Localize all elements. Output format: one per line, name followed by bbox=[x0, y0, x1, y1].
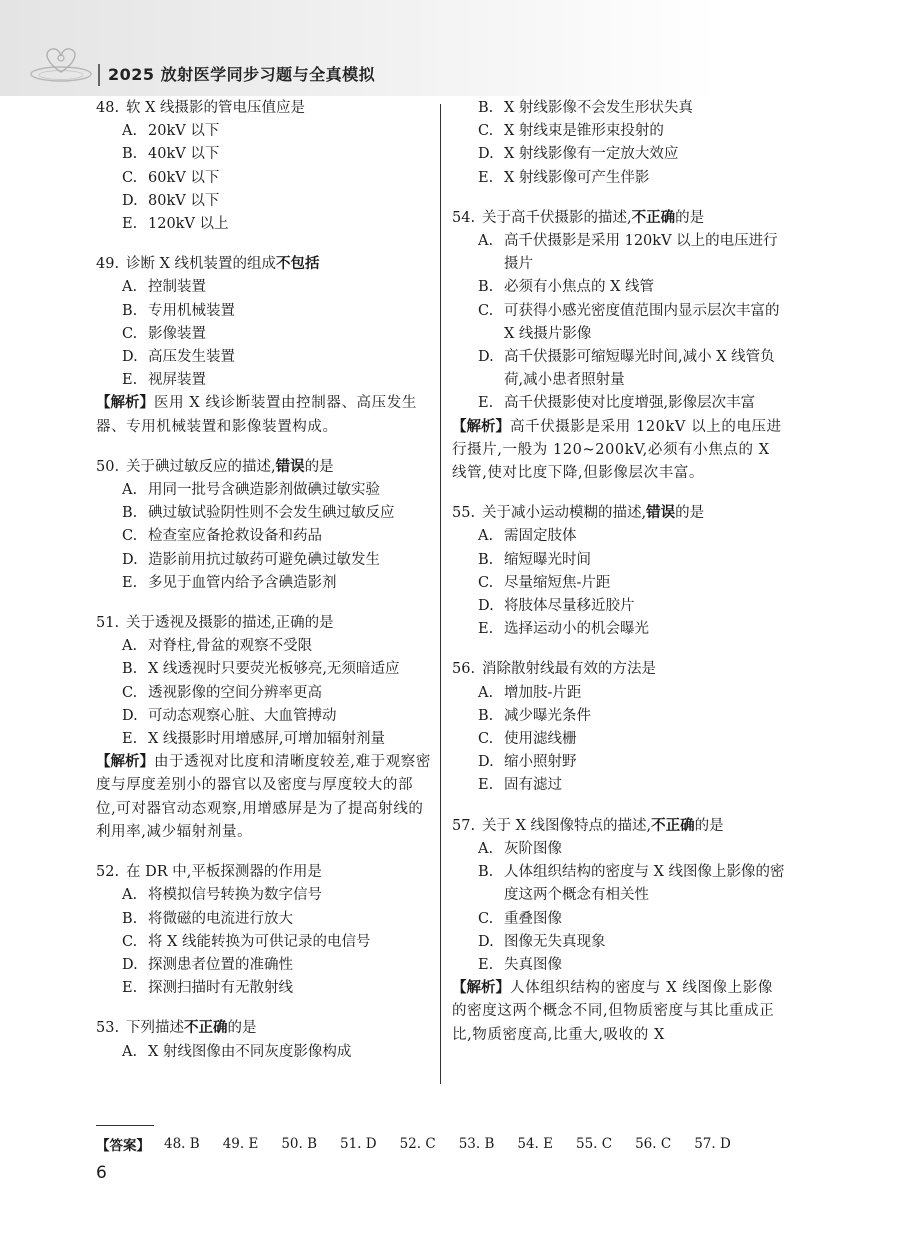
option-letter: E. bbox=[478, 621, 494, 638]
option-letter: D. bbox=[478, 146, 494, 163]
question-block bbox=[452, 815, 788, 1047]
question-text bbox=[126, 97, 432, 120]
option-text: 80kV 以下 bbox=[148, 192, 220, 209]
option-letter: E. bbox=[478, 956, 494, 973]
option-letter: E. bbox=[478, 395, 494, 412]
stem-emphasis: 不正确 bbox=[651, 817, 695, 834]
answer-key-item: 56. C bbox=[635, 1136, 672, 1152]
stem-text-main: 下列描述 bbox=[126, 1020, 184, 1037]
option-text: 碘过敏试验阴性则不会发生碘过敏反应 bbox=[148, 505, 395, 522]
option-text: 视屏装置 bbox=[148, 372, 206, 389]
answer-option bbox=[96, 120, 432, 143]
question-stem bbox=[452, 658, 788, 681]
stem-text-main: 关于透视及摄影的描述,正确的是 bbox=[126, 615, 334, 632]
option-letter: C. bbox=[478, 731, 494, 748]
question-stem bbox=[452, 207, 788, 230]
answer-key-item: 57. D bbox=[694, 1136, 731, 1152]
option-text: 重叠图像 bbox=[504, 910, 562, 927]
question-block bbox=[96, 456, 432, 595]
question-text bbox=[126, 1017, 432, 1040]
answer-option bbox=[452, 120, 788, 143]
answer-option bbox=[96, 549, 432, 572]
answer-key-item: 54. E bbox=[517, 1136, 553, 1152]
option-text: 失真图像 bbox=[504, 956, 562, 973]
option-letter: C. bbox=[122, 933, 138, 950]
answer-key-item: 53. B bbox=[458, 1136, 495, 1152]
question-number: 51. bbox=[96, 615, 120, 632]
answer-option bbox=[452, 300, 788, 346]
answer-option bbox=[96, 300, 432, 323]
stem-text-main: 关于碘过敏反应的描述, bbox=[126, 458, 276, 475]
question-block bbox=[96, 1017, 432, 1063]
answer-rule bbox=[96, 1125, 154, 1126]
option-letter: D. bbox=[478, 754, 494, 771]
column-divider bbox=[440, 104, 441, 1084]
analysis-paragraph bbox=[96, 392, 432, 438]
option-text: 缩小照射野 bbox=[504, 754, 577, 771]
option-text: X 射线影像不会发生形状失真 bbox=[504, 100, 693, 116]
option-text: X 射线图像由不同灰度影像构成 bbox=[148, 1043, 352, 1060]
stem-text-main: 软 X 线摄影的管电压值应是 bbox=[126, 100, 306, 116]
answer-option bbox=[452, 346, 788, 392]
page-number: 6 bbox=[96, 1163, 107, 1183]
stem-text-main: 关于高千伏摄影的描述, bbox=[482, 209, 632, 226]
answer-option bbox=[96, 682, 432, 705]
question-number: 53. bbox=[96, 1020, 120, 1037]
question-stem bbox=[96, 97, 432, 120]
analysis-text: 医用 X 线诊断装置由控制器、高压发生器、专用机械装置和影像装置构成。 bbox=[96, 395, 417, 435]
option-text: 控制装置 bbox=[148, 279, 206, 296]
option-letter: D. bbox=[478, 933, 494, 950]
answer-option bbox=[96, 954, 432, 977]
answer-option bbox=[452, 774, 788, 797]
running-header-title: 2025 放射医学同步习题与全真模拟 bbox=[108, 65, 376, 84]
question-number: 56. bbox=[452, 661, 476, 678]
answer-key-item: 52. C bbox=[399, 1136, 436, 1152]
option-letter: D. bbox=[122, 192, 138, 209]
analysis-label: 【解析】 bbox=[452, 418, 510, 435]
answer-option bbox=[452, 97, 788, 120]
option-text: 可获得小感光密度值范围内显示层次丰富的 X 线摄片影像 bbox=[504, 302, 780, 342]
question-text bbox=[482, 658, 788, 681]
stem-emphasis: 不正确 bbox=[184, 1020, 228, 1037]
answer-option bbox=[96, 346, 432, 369]
answer-option bbox=[452, 705, 788, 728]
stem-text-tail: 的是 bbox=[694, 817, 724, 834]
question-number: 50. bbox=[96, 458, 120, 475]
option-letter: C. bbox=[122, 528, 138, 545]
option-letter: B. bbox=[478, 707, 494, 724]
option-text: 高千伏摄影是采用 120kV 以上的电压进行摄片 bbox=[504, 233, 778, 273]
option-letter: A. bbox=[122, 887, 138, 904]
option-text: 图像无失真现象 bbox=[504, 933, 606, 950]
option-letter: B. bbox=[478, 279, 494, 296]
option-letter: B. bbox=[122, 505, 138, 522]
answer-option bbox=[452, 908, 788, 931]
answer-option bbox=[452, 751, 788, 774]
question-text bbox=[482, 502, 788, 525]
question-block bbox=[96, 253, 432, 439]
option-letter: A. bbox=[478, 840, 494, 857]
question-stem bbox=[96, 456, 432, 479]
publisher-logo-icon bbox=[28, 44, 94, 84]
question-block bbox=[96, 97, 432, 236]
option-letter: E. bbox=[122, 574, 138, 591]
option-text: 选择运动小的机会曝光 bbox=[504, 621, 649, 638]
question-number: 55. bbox=[452, 505, 476, 522]
answer-option bbox=[452, 276, 788, 299]
question-block bbox=[452, 207, 788, 485]
stem-emphasis: 不正确 bbox=[631, 209, 676, 226]
option-text: 高千伏摄影使对比度增强,影像层次丰富 bbox=[504, 395, 756, 412]
option-text: 多见于血管内给予含碘造影剂 bbox=[148, 574, 337, 591]
question-text bbox=[482, 207, 788, 230]
option-text: 探测扫描时有无散射线 bbox=[148, 980, 293, 997]
answer-option bbox=[96, 931, 432, 954]
option-text: 专用机械装置 bbox=[148, 302, 235, 319]
stem-text-main: 关于 X 线图像特点的描述, bbox=[482, 817, 652, 834]
option-letter: B. bbox=[122, 146, 138, 163]
option-letter: C. bbox=[478, 123, 494, 140]
answer-option bbox=[452, 549, 788, 572]
option-letter: A. bbox=[122, 279, 138, 296]
answer-option bbox=[96, 705, 432, 728]
option-text: 对脊柱,骨盆的观察不受限 bbox=[148, 638, 313, 655]
stem-emphasis: 不包括 bbox=[276, 256, 320, 273]
option-letter: E. bbox=[122, 731, 138, 748]
option-text: 缩短曝光时间 bbox=[504, 551, 591, 568]
option-letter: D. bbox=[122, 707, 138, 724]
answer-key-item: 50. B bbox=[281, 1136, 317, 1152]
left-column bbox=[96, 97, 432, 1081]
question-number: 49. bbox=[96, 256, 120, 273]
option-letter: B. bbox=[478, 100, 494, 116]
option-text: 将肢体尽量移近胶片 bbox=[504, 598, 635, 615]
answer-option bbox=[96, 323, 432, 346]
answer-option bbox=[96, 635, 432, 658]
question-stem bbox=[96, 253, 432, 276]
option-text: X 射线影像可产生伴影 bbox=[504, 169, 650, 186]
option-text: X 射线影像有一定放大效应 bbox=[504, 146, 679, 163]
answer-option bbox=[96, 908, 432, 931]
option-text: 增加肢-片距 bbox=[504, 684, 582, 701]
stem-text-tail: 的是 bbox=[227, 1020, 257, 1037]
stem-text-main: 诊断 X 线机装置的组成 bbox=[126, 256, 277, 273]
option-letter: D. bbox=[122, 956, 138, 973]
answer-option bbox=[96, 1041, 432, 1064]
option-text: 尽量缩短焦-片距 bbox=[504, 574, 611, 591]
answer-option bbox=[452, 230, 788, 276]
answer-key-item: 55. C bbox=[576, 1136, 613, 1152]
question-number: 54. bbox=[452, 209, 476, 226]
answer-option bbox=[452, 618, 788, 641]
answer-option bbox=[452, 954, 788, 977]
question-block bbox=[452, 658, 788, 797]
option-text: 探测患者位置的准确性 bbox=[148, 956, 293, 973]
analysis-text: 人体组织结构的密度与 X 线图像上影像的密度这两个概念不同,但物质密度与其比重成正比,物质密度高,比重大,吸收的 X bbox=[452, 980, 775, 1043]
option-letter: B. bbox=[478, 864, 494, 881]
option-letter: E. bbox=[478, 777, 494, 794]
option-text: 需固定肢体 bbox=[504, 528, 577, 545]
option-text: 用同一批号含碘造影剂做碘过敏实验 bbox=[148, 482, 380, 499]
answer-option bbox=[452, 572, 788, 595]
answer-key-label: 【答案】 bbox=[96, 1138, 150, 1154]
answer-option bbox=[452, 392, 788, 415]
answer-option bbox=[96, 572, 432, 595]
option-text: 可动态观察心脏、大血管搏动 bbox=[148, 707, 337, 724]
answer-option bbox=[96, 369, 432, 392]
option-text: 必须有小焦点的 X 线管 bbox=[504, 279, 655, 296]
question-block bbox=[96, 612, 432, 844]
answer-option bbox=[452, 931, 788, 954]
answer-option bbox=[96, 479, 432, 502]
option-text: 60kV 以下 bbox=[148, 169, 220, 186]
option-text: 减少曝光条件 bbox=[504, 707, 591, 724]
analysis-paragraph bbox=[452, 977, 788, 1047]
analysis-label: 【解析】 bbox=[96, 395, 154, 412]
stem-text-tail: 的是 bbox=[675, 505, 705, 522]
answer-option bbox=[452, 728, 788, 751]
option-letter: A. bbox=[478, 684, 494, 701]
option-text: 将模拟信号转换为数字信号 bbox=[148, 887, 322, 904]
option-text: 检查室应备抢救设备和药品 bbox=[148, 528, 322, 545]
option-letter: E. bbox=[122, 216, 138, 233]
option-text: 将 X 线能转换为可供记录的电信号 bbox=[148, 933, 371, 950]
question-block bbox=[452, 97, 788, 190]
answer-option bbox=[96, 276, 432, 299]
option-letter: B. bbox=[122, 910, 138, 927]
answer-option bbox=[452, 861, 788, 907]
option-text: 影像装置 bbox=[148, 325, 206, 342]
option-letter: A. bbox=[122, 482, 138, 499]
stem-text-main: 在 DR 中,平板探测器的作用是 bbox=[126, 864, 322, 881]
option-text: 将微磁的电流进行放大 bbox=[148, 910, 293, 927]
option-letter: C. bbox=[122, 325, 138, 342]
answer-option bbox=[96, 977, 432, 1000]
question-stem bbox=[452, 815, 788, 838]
analysis-text: 高千伏摄影是采用 120kV 以上的电压进行摄片,一般为 120~200kV,必须有小焦点的 X 线管,使对比度下降,但影像层次丰富。 bbox=[452, 418, 782, 482]
question-stem bbox=[96, 1017, 432, 1040]
option-text: 灰阶图像 bbox=[504, 840, 562, 857]
question-text bbox=[482, 815, 788, 838]
option-letter: C. bbox=[478, 302, 494, 319]
question-text bbox=[126, 612, 432, 635]
question-number: 57. bbox=[452, 817, 476, 834]
answer-option bbox=[96, 884, 432, 907]
analysis-paragraph bbox=[96, 751, 432, 844]
analysis-text: 由于透视对比度和清晰度较差,难于观察密度与厚度差别小的器官以及密度与厚度较大的部位,可对器官动态观察,用增感屏是为了提高射线的利用率,减少辐射剂量。 bbox=[96, 754, 432, 840]
option-text: 高千伏摄影可缩短曝光时间,减小 X 线管负荷,减小患者照射量 bbox=[504, 349, 775, 389]
option-letter: A. bbox=[478, 233, 494, 250]
analysis-label: 【解析】 bbox=[452, 980, 510, 997]
answer-option bbox=[452, 838, 788, 861]
answer-option bbox=[452, 525, 788, 548]
option-letter: E. bbox=[122, 372, 138, 389]
answer-option bbox=[96, 502, 432, 525]
question-number: 48. bbox=[96, 100, 120, 116]
option-letter: C. bbox=[478, 910, 494, 927]
option-text: 使用滤线栅 bbox=[504, 731, 577, 748]
right-column bbox=[452, 97, 788, 1064]
option-text: X 射线束是锥形束投射的 bbox=[504, 123, 664, 140]
option-letter: C. bbox=[122, 169, 138, 186]
option-text: 人体组织结构的密度与 X 线图像上影像的密度这两个概念有相关性 bbox=[504, 864, 785, 904]
answer-option bbox=[452, 143, 788, 166]
header-separator bbox=[98, 64, 100, 86]
option-text: X 线透视时只要荧光板够亮,无须暗适应 bbox=[148, 661, 400, 678]
stem-emphasis: 错误 bbox=[275, 458, 305, 475]
answer-option bbox=[96, 658, 432, 681]
stem-text-main: 关于减小运动模糊的描述, bbox=[482, 505, 647, 522]
question-block bbox=[96, 861, 432, 1000]
stem-text-tail: 的是 bbox=[304, 458, 334, 475]
analysis-paragraph bbox=[452, 416, 788, 486]
option-text: 固有滤过 bbox=[504, 777, 562, 794]
stem-text-tail: 的是 bbox=[675, 209, 705, 226]
analysis-label: 【解析】 bbox=[96, 754, 154, 771]
option-text: 120kV 以上 bbox=[148, 216, 229, 233]
question-text bbox=[126, 861, 432, 884]
option-letter: A. bbox=[122, 1043, 138, 1060]
stem-emphasis: 错误 bbox=[646, 505, 676, 522]
answer-option bbox=[96, 213, 432, 236]
option-text: 20kV 以下 bbox=[148, 123, 220, 140]
question-stem bbox=[96, 612, 432, 635]
option-letter: D. bbox=[122, 551, 138, 568]
question-text bbox=[126, 253, 432, 276]
question-text bbox=[126, 456, 432, 479]
answer-option bbox=[96, 143, 432, 166]
question-stem bbox=[452, 502, 788, 525]
answer-option bbox=[96, 167, 432, 190]
option-letter: D. bbox=[122, 349, 138, 366]
option-text: 高压发生装置 bbox=[148, 349, 235, 366]
option-letter: B. bbox=[478, 551, 494, 568]
option-text: X 线摄影时用增感屏,可增加辐射剂量 bbox=[148, 731, 386, 748]
option-letter: B. bbox=[122, 302, 138, 319]
answer-option bbox=[96, 525, 432, 548]
answer-option bbox=[452, 167, 788, 190]
option-text: 造影前用抗过敏药可避免碘过敏发生 bbox=[148, 551, 380, 568]
question-number: 52. bbox=[96, 864, 120, 881]
option-letter: A. bbox=[122, 638, 138, 655]
answer-option bbox=[96, 728, 432, 751]
option-letter: E. bbox=[478, 169, 494, 186]
answer-option bbox=[452, 682, 788, 705]
option-letter: C. bbox=[122, 684, 138, 701]
option-letter: A. bbox=[122, 123, 138, 140]
stem-text-main: 消除散射线最有效的方法是 bbox=[482, 661, 656, 678]
answer-option bbox=[96, 190, 432, 213]
question-block bbox=[452, 502, 788, 641]
answer-key-item: 51. D bbox=[340, 1136, 377, 1152]
option-text: 40kV 以下 bbox=[148, 146, 220, 163]
option-letter: D. bbox=[478, 349, 494, 366]
answer-key-item: 49. E bbox=[222, 1136, 259, 1152]
answer-key-item: 48. B bbox=[164, 1136, 200, 1152]
answer-key bbox=[96, 1134, 754, 1154]
option-text: 透视影像的空间分辨率更高 bbox=[148, 684, 322, 701]
option-letter: E. bbox=[122, 980, 138, 997]
option-letter: A. bbox=[478, 528, 494, 545]
option-letter: D. bbox=[478, 598, 494, 615]
question-stem bbox=[96, 861, 432, 884]
option-letter: B. bbox=[122, 661, 138, 678]
answer-option bbox=[452, 595, 788, 618]
option-letter: C. bbox=[478, 574, 494, 591]
